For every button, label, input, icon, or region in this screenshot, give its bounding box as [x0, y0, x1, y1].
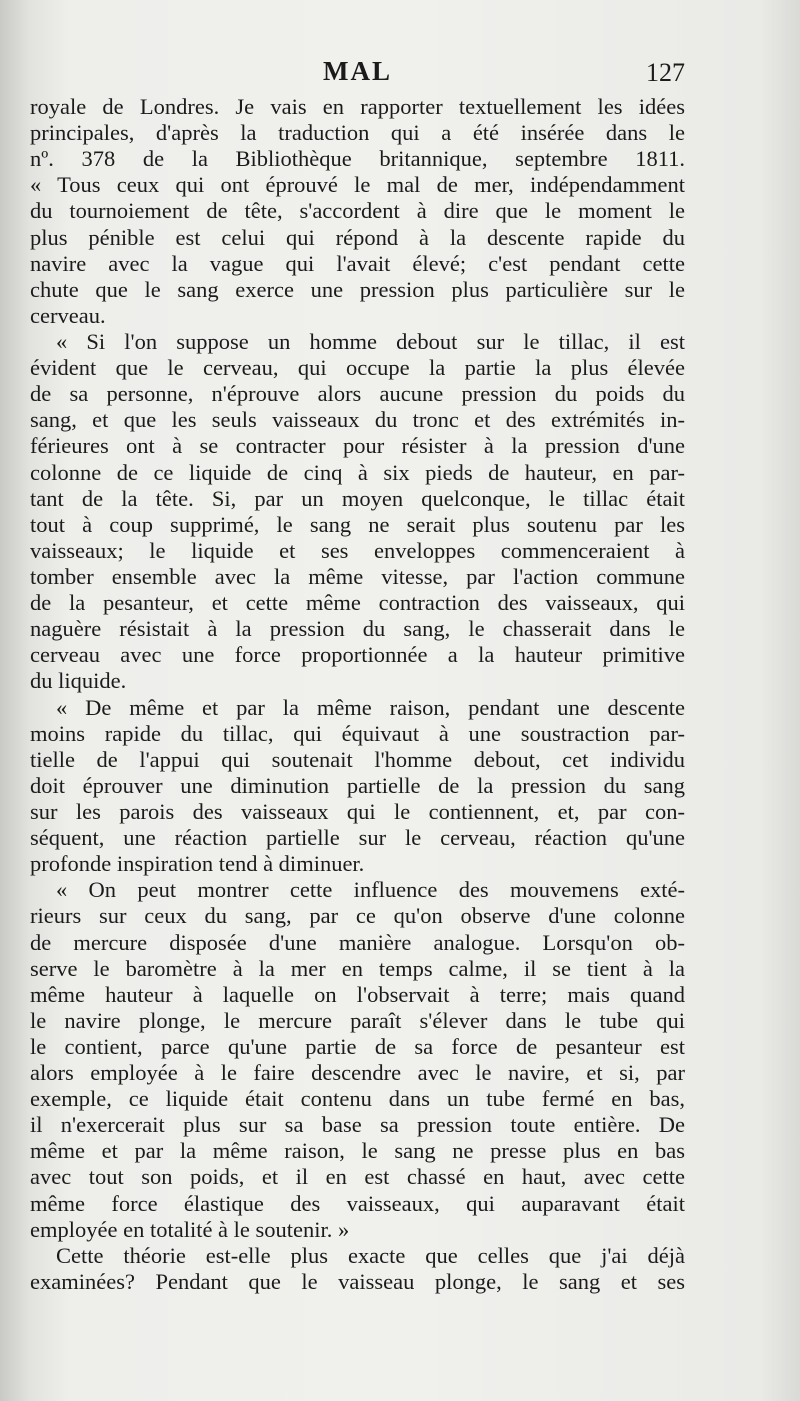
text-line: férieures ont à se contracter pour résister à la pression d'une [30, 433, 685, 459]
text-line: séquent, une réaction partielle sur le cerveau, réaction qu'une [30, 825, 685, 851]
text-line: tomber ensemble avec la même vitesse, par l'action commune [30, 563, 685, 589]
text-line: navire avec la vague qui l'avait élevé; c'est pendant cette [30, 250, 685, 276]
running-head: MAL [323, 56, 392, 86]
text-line: évident que le cerveau, qui occupe la partie la plus élevée [30, 355, 685, 381]
text-line: employée en totalité à le soutenir. » [30, 1216, 350, 1242]
text-line: Cette théorie est-elle plus exacte que celles que j'ai déjà [56, 1242, 685, 1268]
text-line: examinées? Pendant que le vaisseau plonge, le sang et ses [30, 1268, 685, 1294]
page-number: 127 [646, 58, 685, 87]
text-line: moins rapide du tillac, qui équivaut à une soustraction par- [30, 720, 685, 746]
text-line: tout à coup supprimé, le sang ne serait plus soutenu par les [30, 511, 685, 537]
text-line: nº. 378 de la Bibliothèque britannique, septembre 1811. [30, 146, 685, 172]
text-line: naguère résistait à la pression du sang, le chasserait dans le [30, 616, 685, 642]
text-line: serve le baromètre à la mer en temps calme, il se tient à la [30, 955, 685, 981]
text-line: royale de Londres. Je vais en rapporter textuellement les idées [30, 94, 685, 119]
text-line: même force élastique des vaisseaux, qui auparavant était [30, 1190, 685, 1216]
text-line: même et par la même raison, le sang ne presse plus en bas [30, 1138, 685, 1164]
text-line: chute que le sang exerce une pression plus particulière sur le [30, 276, 685, 302]
text-line: le contient, parce qu'une partie de sa force de pesanteur est [30, 1033, 685, 1059]
text-line: tant de la tête. Si, par un moyen quelconque, le tillac était [30, 485, 685, 511]
text-line: du liquide. [30, 668, 127, 694]
text-line: alors employée à le faire descendre avec le navire, et si, par [30, 1060, 685, 1086]
page-header [30, 56, 685, 90]
text-line: doit éprouver une diminution partielle de la pression du sang [30, 772, 685, 798]
text-line: le navire plonge, le mercure paraît s'élever dans le tube qui [30, 1007, 685, 1033]
text-line: cerveau avec une force proportionnée a la hauteur primitive [30, 642, 685, 668]
text-line: « On peut montrer cette influence des mouvemens exté- [56, 877, 685, 903]
text-line: profonde inspiration tend à diminuer. [30, 851, 365, 877]
text-line: colonne de ce liquide de cinq à six pieds de hauteur, en par- [30, 459, 685, 485]
text-line: de la pesanteur, et cette même contraction des vaisseaux, qui [30, 590, 685, 616]
text-line: de mercure disposée d'une manière analogue. Lorsqu'on ob- [30, 929, 685, 955]
text-line: « Tous ceux qui ont éprouvé le mal de mer, indépendamment [30, 172, 685, 198]
text-line: vaisseaux; le liquide et ses enveloppes commenceraient à [30, 537, 685, 563]
text-line: exemple, ce liquide était contenu dans un tube fermé en bas, [30, 1086, 685, 1112]
body-text [30, 94, 685, 1295]
text-line: du tournoiement de tête, s'accordent à dire que le moment le [30, 198, 685, 224]
text-line: sur les parois des vaisseaux qui le contiennent, et, par con- [30, 798, 685, 824]
text-line: plus pénible est celui qui répond à la descente rapide du [30, 224, 685, 250]
text-line: « De même et par la même raison, pendant une descente [56, 694, 685, 720]
text-line: tielle de l'appui qui soutenait l'homme debout, cet individu [30, 746, 685, 772]
text-line: sang, et que les seuls vaisseaux du tronc et des extrémités in- [30, 407, 685, 433]
text-line: de sa personne, n'éprouve alors aucune pression du poids du [30, 381, 685, 407]
text-line: rieurs sur ceux du sang, par ce qu'on observe d'une colonne [30, 903, 685, 929]
text-line: cerveau. [30, 302, 106, 328]
text-line: « Si l'on suppose un homme debout sur le tillac, il est [56, 328, 685, 354]
text-line: avec tout son poids, et il en est chassé en haut, avec cette [30, 1164, 685, 1190]
text-line: même hauteur à laquelle on l'observait à terre; mais quand [30, 981, 685, 1007]
text-line: il n'exercerait plus sur sa base sa pression toute entière. De [30, 1112, 685, 1138]
text-line: principales, d'après la traduction qui a été insérée dans le [30, 120, 685, 146]
